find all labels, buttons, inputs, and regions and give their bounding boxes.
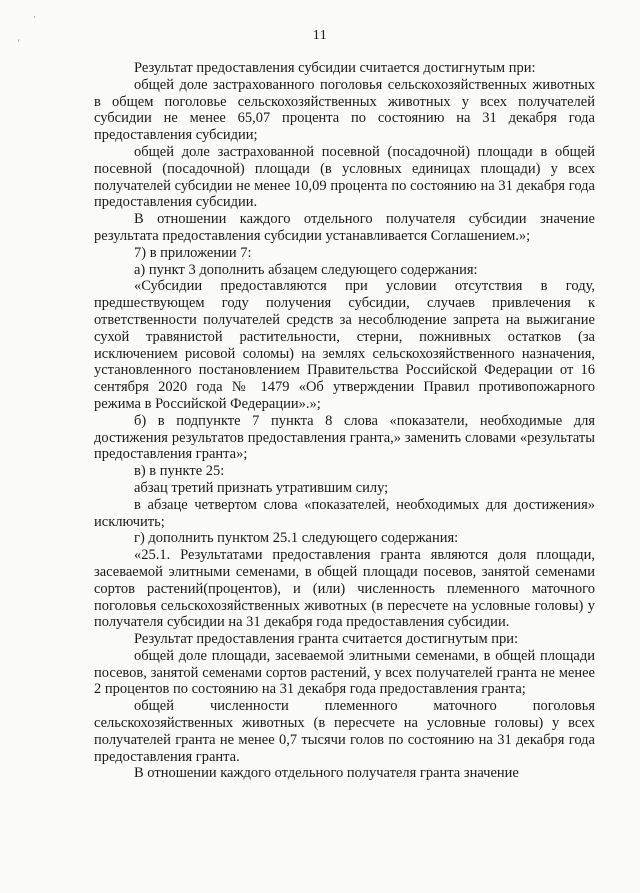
- document-body: [94, 60, 595, 782]
- paragraph: в) в пункте 25:: [134, 463, 225, 480]
- paragraph: «25.1. Результатами предоставления гранта являются доля площади, засеваемой элитными семенами, в общей площади посевов, занятой семенами сортов растений(процентов), и (или) численность племенного маточного поголовья сельскохозяйственных животных (в пересчете на условные головы) у получателя субсидии на 31 декабря года предоставления субсидии.: [94, 547, 595, 631]
- paragraph: г) дополнить пунктом 25.1 следующего содержания:: [134, 530, 459, 547]
- paragraph: б) в подпункте 7 пункта 8 слова «показатели, необходимые для достижения результатов предоставления гранта,» заменить словами «результаты предоставления гранта»;: [94, 412, 595, 463]
- scan-mark: ·: [33, 12, 36, 22]
- paragraph: абзац третий признать утратившим силу;: [134, 479, 389, 496]
- paragraph: общей доле площади, засеваемой элитными семенами, в общей площади посевов, занятой семенами сортов растений, у всех получателей гранта не менее 2 процентов по состоянию на 31 декабря года предоставления гранта;: [94, 647, 595, 698]
- paragraph: Результат предоставления субсидии считается достигнутым при:: [134, 60, 536, 76]
- paragraph: В отношении каждого отдельного получателя гранта значение: [134, 765, 519, 782]
- scan-mark: ': [18, 38, 20, 48]
- paragraph: в абзаце четвертом слова «показателей, необходимых для достижения» исключить;: [94, 496, 595, 530]
- paragraph: В отношении каждого отдельного получателя субсидии значение результата предоставления субсидии устанавливается Соглашением.»;: [94, 211, 595, 244]
- paragraph: общей доле застрахованной посевной (посадочной) площади в общей посевной (посадочной) площади (в условных единицах площади) у всех получателей субсидии не менее 10,09 процента по состоянию на 31 декабря года предоставления субсидии.: [94, 143, 595, 211]
- paragraph: Результат предоставления гранта считается достигнутым при:: [134, 631, 519, 648]
- paragraph: «Субсидии предоставляются при условии отсутствия в году, предшествующем году получения субсидии, случаев привлечения к ответственности получателей средств за несоблюдение запрета на выжигание сухой травянистой растительности, стерни, пожнивных остатков (за исключением рисовой соломы) на землях сельскохозяйственного назначения, установленного постановлением Правительства Российской Федерации от 16 сентября 2020 года № 1479 «Об утверждении Правил противопожарного режима в Российской Федерации».»;: [94, 278, 595, 412]
- paragraph: общей доле застрахованного поголовья сельскохозяйственных животных в общем поголовье сельскохозяйственных животных у всех получателей субсидии не менее 65,07 процента по состоянию на 31 декабря года предоставления субсидии;: [94, 76, 595, 144]
- page-number: 11: [312, 28, 328, 43]
- paragraph: 7) в приложении 7:: [134, 244, 252, 261]
- paragraph: общей численности племенного маточного поголовья сельскохозяйственных животных (в пересчете на условные головы) у всех получателей гранта не менее 0,7 тысячи голов по состоянию на 31 декабря года предоставления гранта.: [94, 698, 595, 765]
- paragraph: а) пункт 3 дополнить абзацем следующего содержания:: [134, 261, 478, 278]
